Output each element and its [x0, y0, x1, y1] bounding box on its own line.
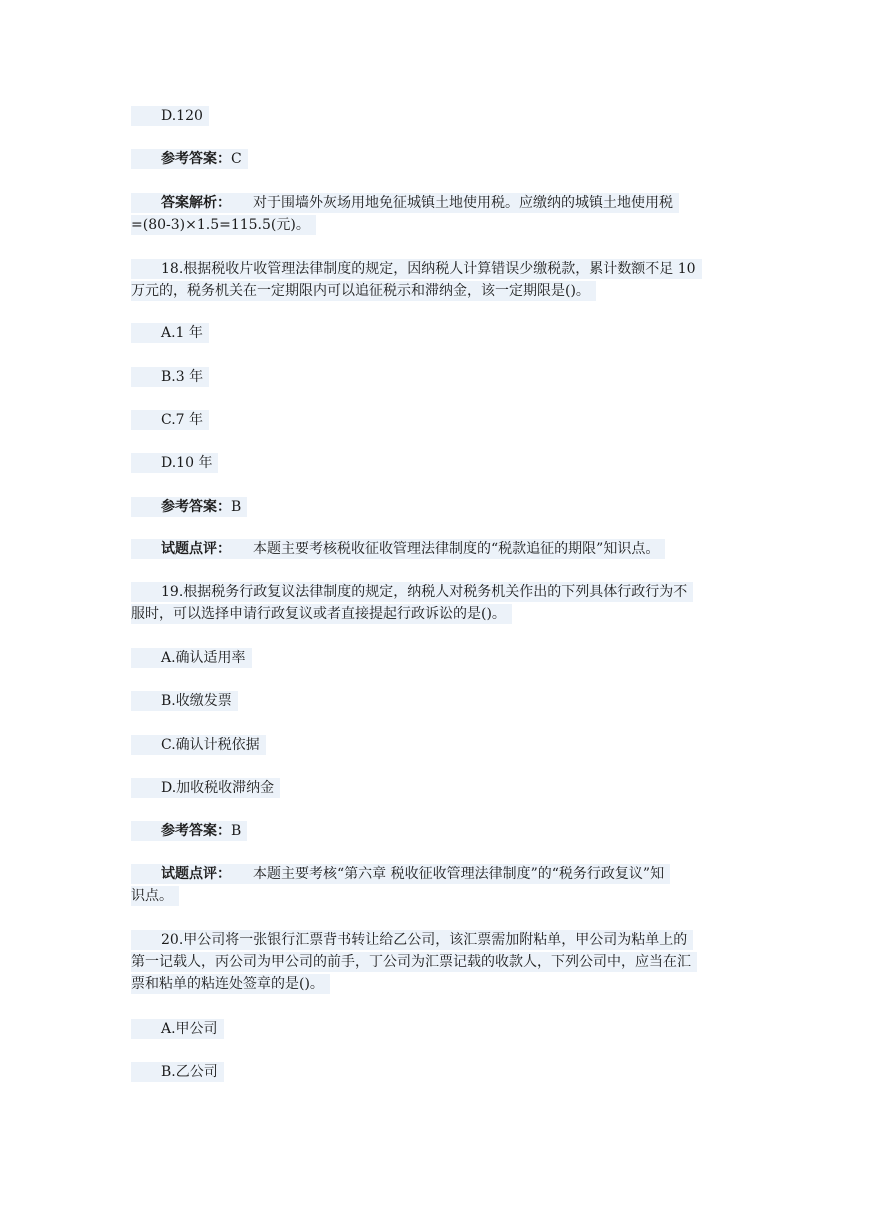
q19-option-d — [131, 777, 741, 799]
q18-option-c — [131, 409, 741, 431]
q20-option-a — [131, 1018, 741, 1040]
answer-label: 参考答案： — [161, 151, 231, 167]
answer-value: C — [231, 151, 242, 167]
option-text: B.收缴发票 — [131, 691, 238, 711]
option-text: B.乙公司 — [131, 1062, 224, 1082]
option-text: D.加收税收滞纳金 — [131, 778, 280, 798]
option-text: D.120 — [131, 106, 209, 126]
review-label: 试题点评： — [161, 866, 231, 882]
option-text: A.确认适用率 — [131, 648, 252, 668]
review-label: 试题点评： — [161, 541, 231, 557]
q18-option-a — [131, 322, 741, 344]
question-text: 19.根据税务行政复议法律制度的规定，纳税人对税务机关作出的下列具体行政行为不 — [131, 582, 693, 602]
answer-18 — [131, 496, 741, 518]
question-19 — [131, 581, 741, 625]
answer-value: B — [231, 499, 242, 515]
q19-option-c — [131, 734, 741, 756]
answer-label: 参考答案： — [161, 823, 231, 839]
option-text: D.10 年 — [131, 453, 218, 473]
q18-option-d — [131, 452, 741, 474]
option-text: A.甲公司 — [131, 1019, 224, 1039]
question-text-cont: 万元的，税务机关在一定期限内可以追征税示和滞纳金，该一定期限是()。 — [131, 281, 596, 301]
review-text: 本题主要考核“第六章 税收征收管理法律制度”的“税务行政复议”知 — [253, 866, 665, 882]
option-text: C.确认计税依据 — [131, 735, 266, 755]
question-18 — [131, 258, 741, 302]
review-19 — [131, 863, 741, 907]
question-20 — [131, 929, 741, 995]
answer-19 — [131, 820, 741, 842]
answer-17 — [131, 148, 741, 170]
option-text: A.1 年 — [131, 323, 209, 343]
question-text: 18.根据税收片收管理法律制度的规定，因纳税人计算错误少缴税款，累计数额不足 10 — [131, 259, 702, 279]
review-18 — [131, 538, 741, 560]
answer-label: 参考答案： — [161, 499, 231, 515]
option-text: C.7 年 — [131, 410, 209, 430]
question-text-cont: 票和粘单的粘连处签章的是()。 — [131, 974, 330, 994]
q20-option-b — [131, 1061, 741, 1083]
explanation-text-cont: =(80-3)×1.5=115.5(元)。 — [131, 215, 316, 235]
question-text-cont: 服时，可以选择申请行政复议或者直接提起行政诉讼的是()。 — [131, 604, 512, 624]
option-d-120 — [131, 105, 741, 127]
question-text: 20.甲公司将一张银行汇票背书转让给乙公司，该汇票需加附粘单，甲公司为粘单上的 — [131, 930, 693, 950]
q19-option-b — [131, 690, 741, 712]
review-text: 本题主要考核税收征收管理法律制度的“税款追征的期限”知识点。 — [253, 541, 660, 557]
option-text: B.3 年 — [131, 367, 209, 387]
answer-value: B — [231, 823, 242, 839]
explanation-label: 答案解析： — [161, 195, 231, 211]
q19-option-a — [131, 647, 741, 669]
q18-option-b — [131, 366, 741, 388]
question-text-cont: 第一记载人，丙公司为甲公司的前手，丁公司为汇票记载的收款人，下列公司中，应当在汇 — [131, 952, 697, 972]
explanation-17 — [131, 192, 741, 236]
explanation-text: 对于围墙外灰场用地免征城镇土地使用税。应缴纳的城镇土地使用税 — [253, 195, 673, 211]
review-text-cont: 识点。 — [131, 886, 179, 906]
